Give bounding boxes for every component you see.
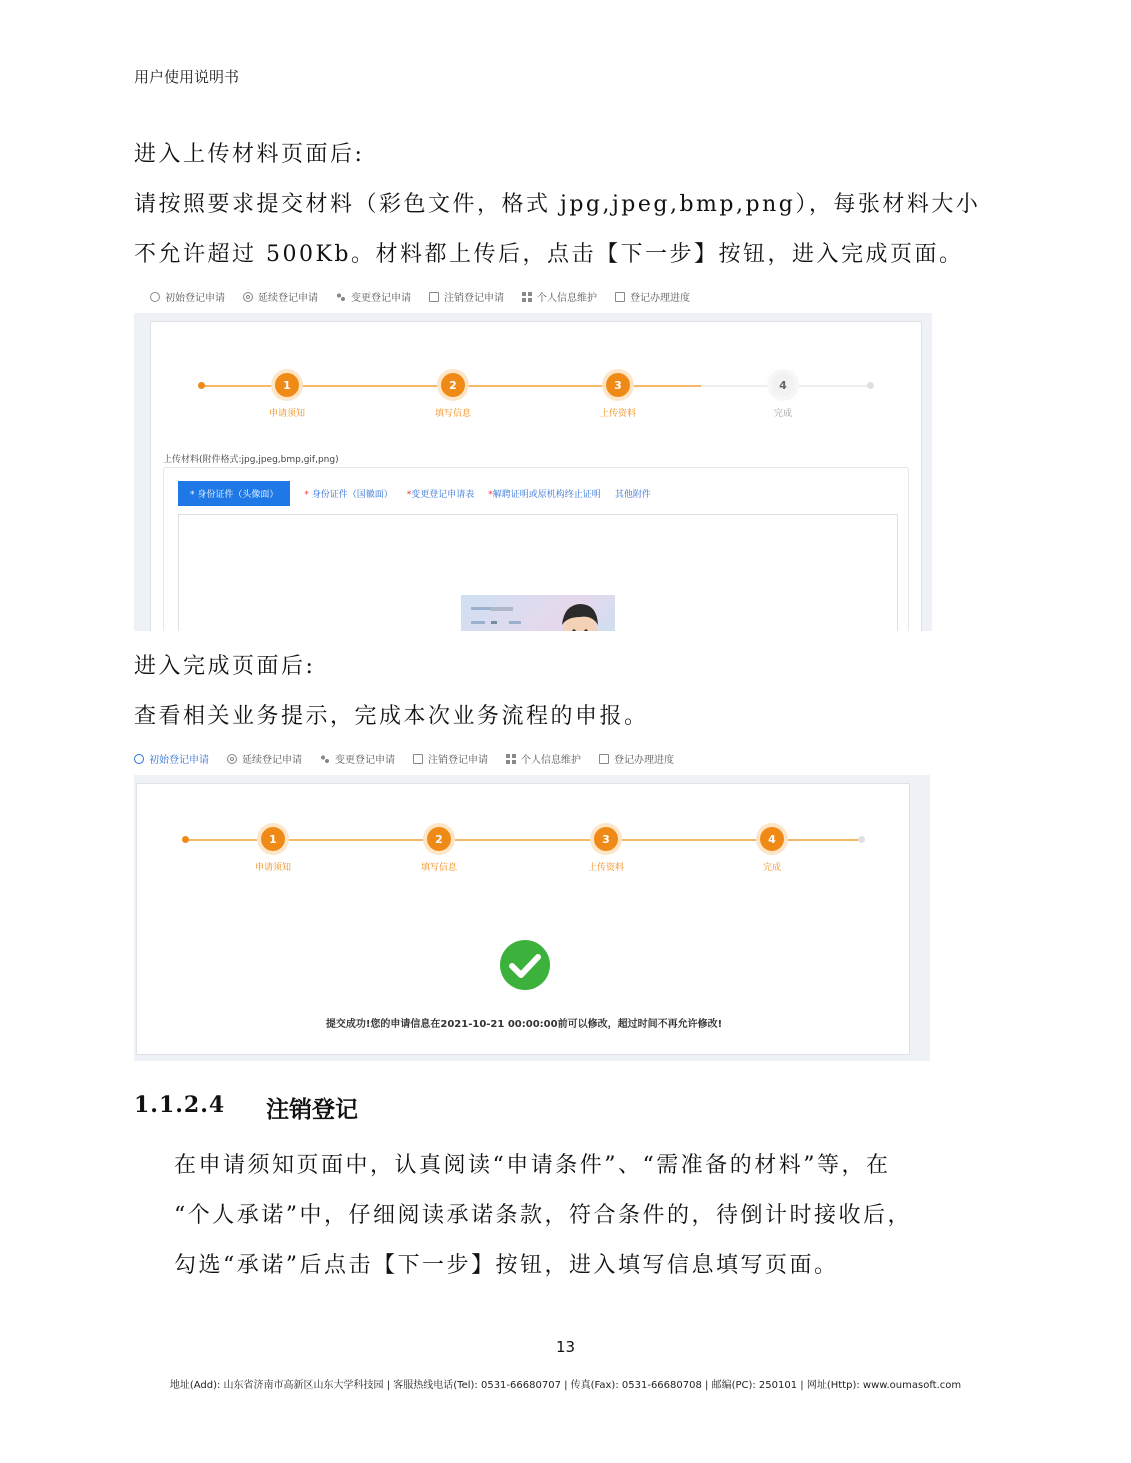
step-4-label: 完成 — [773, 409, 792, 419]
page-number: 13 — [555, 1338, 576, 1356]
grid-icon — [506, 754, 516, 764]
paragraph-line: 进入上传材料页面后: — [134, 142, 365, 167]
change-icon — [320, 754, 330, 764]
step-1-circle: 1 — [275, 373, 299, 397]
step-4-circle: 4 — [771, 373, 795, 397]
tab-id-back[interactable]: * 身份证件（国徽面） — [304, 490, 393, 500]
nav-item-initial[interactable]: 初始登记申请 — [134, 751, 209, 766]
step-2-label: 填写信息 — [434, 409, 471, 419]
step-2-circle: 2 — [427, 827, 451, 851]
card-icon — [599, 754, 609, 764]
step-progress — [151, 378, 921, 445]
section-number: 1.1.2.4 — [134, 1092, 226, 1118]
grid-icon — [522, 292, 532, 302]
paragraph-line: 进入完成页面后: — [134, 654, 316, 679]
paragraph-line: “个人承诺”中，仔细阅读承诺条款，符合条件的，待倒计时接收后， — [174, 1203, 912, 1228]
upload-title: 上传材料(附件格式:jpg,jpeg,bmp,gif,png) — [163, 455, 339, 465]
nav-item-initial[interactable]: 初始登记申请 — [150, 289, 225, 304]
step-3-label: 上传资料 — [599, 409, 636, 419]
id-card-image — [461, 595, 615, 631]
card-icon — [615, 292, 625, 302]
step-2-circle: 2 — [441, 373, 465, 397]
material-tabs — [178, 481, 665, 506]
nav-item-profile[interactable]: 个人信息维护 — [506, 751, 581, 766]
nav-item-renew[interactable]: 延续登记申请 — [227, 751, 302, 766]
step-3-circle: 3 — [606, 373, 630, 397]
step-1-circle: 1 — [261, 827, 285, 851]
nav-item-profile[interactable]: 个人信息维护 — [522, 289, 597, 304]
nav-item-cancel[interactable]: 注销登记申请 — [429, 289, 504, 304]
screenshot-complete-page — [134, 775, 930, 1061]
tab-change-form[interactable]: *变更登记申请表 — [406, 490, 475, 500]
step-3-circle: 3 — [594, 827, 618, 851]
target-icon — [243, 292, 253, 302]
step-2-label: 填写信息 — [420, 863, 457, 873]
user-circle-icon — [134, 754, 144, 764]
paragraph-line: 不允许超过 500Kb。材料都上传后，点击【下一步】按钮，进入完成页面。 — [134, 242, 964, 267]
page-footer: 地址(Add): 山东省济南市高新区山东大学科技园 | 客服热线电话(Tel): 0531-66680707 | 传真(Fax): 0531-66680708 | 邮编(PC): 250101 | 网址(Http): www.oumasoft.com — [169, 1380, 962, 1391]
step-1-label: 申请须知 — [268, 409, 305, 419]
nav-item-renew[interactable]: 延续登记申请 — [243, 289, 318, 304]
section-title: 注销登记 — [266, 1097, 358, 1123]
tab-termination-proof[interactable]: *解聘证明或原机构终止证明 — [488, 490, 601, 500]
paragraph-line: 勾选“承诺”后点击【下一步】按钮，进入填写信息填写页面。 — [174, 1253, 839, 1278]
nav-item-cancel[interactable]: 注销登记申请 — [413, 751, 488, 766]
screenshot-upload-page — [134, 313, 932, 631]
tab-id-front[interactable]: * 身份证件（头像面） — [178, 481, 290, 506]
nav-item-change[interactable]: 变更登记申请 — [320, 751, 395, 766]
card-icon — [429, 292, 439, 302]
complete-card — [136, 783, 910, 1055]
upload-panel — [163, 467, 909, 631]
paragraph-line: 在申请须知页面中，认真阅读“申请条件”、“需准备的材料”等，在 — [174, 1153, 891, 1178]
nav-item-progress[interactable]: 登记办理进度 — [599, 751, 674, 766]
success-message: 提交成功!您的申请信息在2021-10-21 00:00:00前可以修改，超过时间不再允许修改! — [325, 1019, 723, 1030]
step-1-label: 申请须知 — [254, 863, 291, 873]
document-header: 用户使用说明书 — [134, 68, 240, 86]
step-4-label: 完成 — [762, 863, 781, 873]
paragraph-line: 查看相关业务提示，完成本次业务流程的申报。 — [134, 704, 649, 729]
step-4-circle: 4 — [760, 827, 784, 851]
nav-item-progress[interactable]: 登记办理进度 — [615, 289, 690, 304]
user-circle-icon — [150, 292, 160, 302]
top-nav — [150, 289, 708, 304]
id-card-thumbnail — [461, 595, 615, 631]
step-progress — [137, 832, 909, 899]
paragraph-line: 请按照要求提交材料（彩色文件，格式 jpg,jpeg,bmp,png），每张材料大小 — [134, 192, 981, 217]
card-icon — [413, 754, 423, 764]
nav-item-change[interactable]: 变更登记申请 — [336, 289, 411, 304]
tab-other-attachment[interactable]: 其他附件 — [614, 490, 651, 500]
step-3-label: 上传资料 — [587, 863, 624, 873]
change-icon — [336, 292, 346, 302]
preview-area — [178, 514, 898, 631]
top-nav — [134, 751, 692, 766]
target-icon — [227, 754, 237, 764]
upload-card — [150, 321, 922, 631]
success-check-icon — [499, 939, 551, 991]
